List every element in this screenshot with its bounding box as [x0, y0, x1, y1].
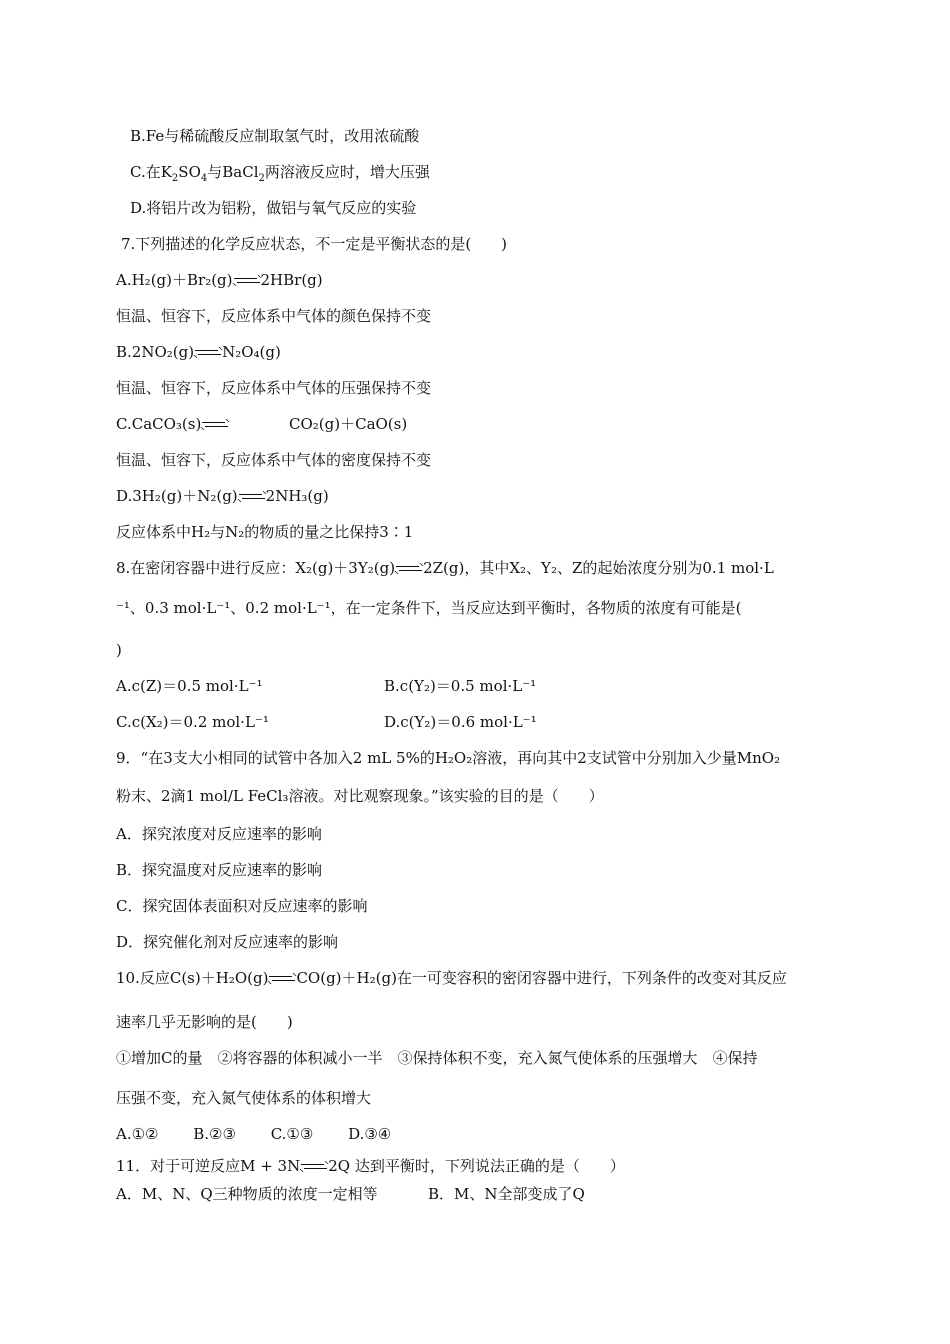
q7-option-c-equation: C.CaCO₃(s) — [116, 414, 229, 434]
q10-options: A.①② B.②③ C.①③ D.③④ — [116, 1125, 392, 1143]
q6-option-c: C.在$K_2SO_4$与BaCl$_2$两溶液反应时，增大压强 — [130, 163, 430, 184]
q8-stem-line-3: ) — [116, 641, 122, 659]
q10-stem-line-2: 速率几乎无影响的是( ) — [116, 1013, 293, 1031]
q10-stem-line-1: 10.反应C(s)＋H₂O(g) CO(g)＋H₂(g)在一可变容积的密闭容器中进行，下列条件的改变对其反应 — [116, 969, 787, 987]
equilibrium-arrow-icon — [202, 421, 228, 429]
q9-option-b: B．探究温度对反应速率的影响 — [116, 861, 323, 879]
q6-option-b: B.Fe与稀硫酸反应制取氢气时，改用浓硫酸 — [130, 127, 420, 145]
equilibrium-arrow-icon — [195, 349, 221, 357]
q10-conditions-line-1: ①增加C的量 ②将容器的体积减小一半 ③保持体积不变，充入氮气使体系的压强增大 ④保持 — [116, 1049, 758, 1067]
q6-option-d: D.将铝片改为铝粉，做铝与氧气反应的实验 — [130, 199, 417, 217]
q7-option-b-condition: 恒温、恒容下，反应体系中气体的压强保持不变 — [116, 379, 432, 397]
q7-option-b-equation: B.2NO₂(g) N₂O₄(g) — [116, 343, 281, 361]
q8-option-b: B.c(Y₂)＝0.5 mol·L⁻¹ — [384, 677, 537, 695]
q7-option-a-equation: A.H₂(g)＋Br₂(g) 2HBr(g) — [116, 271, 323, 289]
equilibrium-arrow-icon — [239, 493, 265, 501]
equilibrium-arrow-icon — [396, 565, 422, 573]
q11-stem: 11．对于可逆反应M + 3N 2Q 达到平衡时，下列说法正确的是（ ） — [116, 1157, 625, 1175]
q7-option-d-equation: D.3H₂(g)＋N₂(g) 2NH₃(g) — [116, 487, 329, 505]
q8-stem-line-2: ⁻¹、0.3 mol·L⁻¹、0.2 mol·L⁻¹，在一定条件下，当反应达到平衡时，各物质的浓度有可能是( — [116, 599, 742, 617]
q9-option-a: A．探究浓度对反应速率的影响 — [116, 825, 322, 843]
q11-option-b: B．M、N全部变成了Q — [428, 1185, 585, 1203]
q9-option-c: C．探究固体表面积对反应速率的影响 — [116, 897, 368, 915]
q7-option-a-condition: 恒温、恒容下，反应体系中气体的颜色保持不变 — [116, 307, 432, 325]
equilibrium-arrow-icon — [269, 975, 295, 983]
q9-stem-line-2: 粉末、2滴1 mol/L FeCl₃溶液。对比观察现象。”该实验的目的是（ ） — [116, 787, 604, 805]
equilibrium-arrow-icon — [301, 1163, 327, 1171]
q8-option-a: A.c(Z)＝0.5 mol·L⁻¹ — [116, 677, 263, 695]
q7-option-c-products: CO₂(g)＋CaO(s) — [289, 415, 408, 433]
q7-option-c-condition: 恒温、恒容下，反应体系中气体的密度保持不变 — [116, 451, 432, 469]
q8-stem-line-1: 8.在密闭容器中进行反应：X₂(g)＋3Y₂(g) 2Z(g)，其中X₂、Y₂、Z的起始浓度分别为0.1 mol·L — [116, 559, 774, 577]
q9-option-d: D．探究催化剂对反应速率的影响 — [116, 933, 339, 951]
q7-option-d-condition: 反应体系中H₂与N₂的物质的量之比保持3∶1 — [116, 523, 414, 541]
q8-option-d: D.c(Y₂)＝0.6 mol·L⁻¹ — [384, 713, 537, 731]
q10-conditions-line-2: 压强不变，充入氮气使体系的体积增大 — [116, 1089, 372, 1107]
equilibrium-arrow-icon — [234, 277, 260, 285]
q9-stem-line-1: 9．“在3支大小相同的试管中各加入2 mL 5%的H₂O₂溶液，再向其中2支试管中分别加入少量MnO₂ — [116, 749, 781, 767]
q7-stem: 7.下列描述的化学反应状态，不一定是平衡状态的是( ) — [121, 235, 508, 253]
q8-option-c: C.c(X₂)＝0.2 mol·L⁻¹ — [116, 713, 269, 731]
q11-option-a: A．M、N、Q三种物质的浓度一定相等 — [116, 1185, 378, 1203]
